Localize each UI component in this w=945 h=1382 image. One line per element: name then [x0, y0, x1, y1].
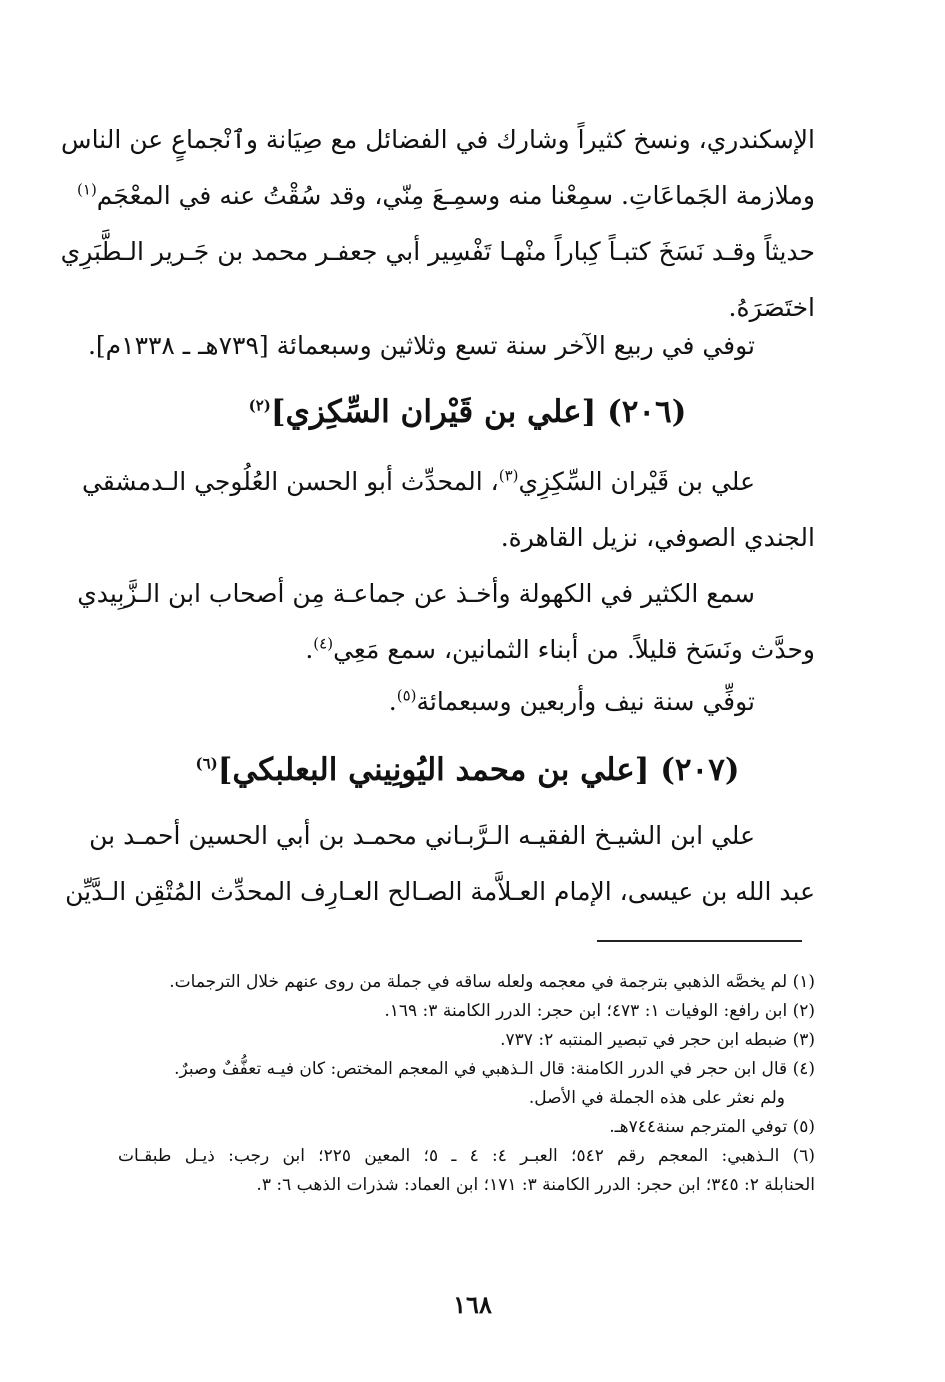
entry-207-heading [120, 752, 815, 788]
footnotes [118, 968, 815, 1200]
footnote: (٢) ابن رافع: الوفيات ١: ٤٧٣؛ ابن حجر: الدرر الكامنة ٣: ١٦٩. [384, 1001, 815, 1021]
entry-207-paragraph [65, 808, 815, 920]
body-line: سمع الكثير في الكهولة وأخـذ عن جماعـة مِن أصحاب ابن الـزَّبِيدي [77, 579, 755, 608]
footnote-separator [597, 940, 802, 942]
body-text: علي بن قَيْران السِّكِزِي [518, 467, 755, 496]
body-line [120, 622, 815, 678]
entry-205-death [87, 318, 815, 374]
death-date-line [120, 674, 815, 730]
body-line: حديثاً وقـد نَسَخَ كتبـاً كِباراً منْهـا تَفْسِير أبي جعفـر محمد بن جَـرير الـطَّبَرِي [60, 237, 815, 266]
footnote-ref: (٢) [248, 396, 271, 415]
entry-206-death [120, 674, 815, 730]
footnote: (٥) توفي المترجم سنة٧٤٤هـ. [609, 1117, 815, 1137]
body-line [77, 168, 815, 224]
footnote: (٤) قال ابن حجر في الدرر الكامنة: قال الـذهبي في المعجم المختص: كان فيـه تعفُّفٌ وصبرٌ. [174, 1059, 815, 1079]
entry-206-heading [120, 394, 815, 430]
body-text: توفِّي سنة نيف وأربعين وسبعمائة [416, 687, 755, 716]
body-line: الجندي الصوفي، نزيل القاهرة. [500, 523, 815, 552]
heading-text: (٢٠٧) [علي بن محمد اليُونِيني البعلبكي] [217, 752, 740, 788]
body-line: علي ابن الشيـخ الفقيـه الـرَّبـاني محمـد بن أبي الحسين أحمـد بن [89, 821, 755, 850]
footnote-ref: (١) [77, 180, 97, 199]
footnote-ref: (٣) [498, 466, 519, 485]
heading-text: (٢٠٦) [علي بن قَيْران السِّكِزي] [270, 394, 687, 430]
body-line: اختَصَرَهُ. [728, 293, 815, 322]
death-date-line: توفي في ربيع الآخر سنة تسع وثلاثين وسبعمائة [٧٣٩هـ ـ ١٣٣٨م]. [87, 331, 755, 360]
body-line: عبد الله بن عيسى، الإمام العـلاَّمة الصـالح العـارِف المحدِّث المُتْقِن الـدَّيِّن [65, 877, 815, 906]
footnote-ref: (٤) [313, 634, 334, 653]
entry-206-paragraph-1 [81, 454, 815, 566]
body-text: . [388, 687, 397, 716]
footnote-continuation: الحنابلة ٢: ٣٤٥؛ ابن حجر: الدرر الكامنة ٣: ١٧١؛ ابن العماد: شذرات الذهب ٦: ٣. [256, 1175, 815, 1195]
footnote: (٦) الـذهبي: المعجم رقم ٥٤٢؛ العبـر ٤: ٤ ـ ٥؛ المعين ٢٢٥؛ ابن رجب: ذيـل طبقـات [118, 1146, 815, 1166]
body-text: وحدَّث ونَسَخ قليلاً. من أبناء الثمانين، سمع مَعِي [333, 635, 815, 664]
footnote: (٣) ضبطه ابن حجر في تبصير المنتبه ٢: ٧٣٧. [500, 1030, 815, 1050]
body-text: . [305, 635, 314, 664]
entry-205-continuation [60, 112, 815, 336]
body-line: الإسكندري، ونسخ كثيراً وشارك في الفضائل مع صِيَانة وٱنْجماعٍ عن الناس [61, 125, 815, 154]
footnote-ref: (٥) [396, 686, 417, 705]
entry-206-paragraph-2 [77, 566, 815, 678]
body-text: ، المحدِّث أبو الحسن العُلُوجي الـدمشقي [81, 467, 499, 496]
footnote-ref: (٦) [195, 754, 218, 773]
footnote-continuation: ولم نعثر على هذه الجملة في الأصل. [528, 1088, 785, 1108]
footnote: (١) لم يخصَّه الذهبي بترجمة في معجمه ولعله ساقه في جملة من روى عنهم خلال الترجمات. [169, 972, 815, 992]
body-text: وملازمة الجَماعَاتِ. سمِعْنا منه وسمِـعَ مِنّي، وقد سُقْتُ عنه في المعْجَم [96, 181, 815, 210]
page-number: ١٦٨ [453, 1290, 492, 1319]
body-line [81, 454, 815, 510]
